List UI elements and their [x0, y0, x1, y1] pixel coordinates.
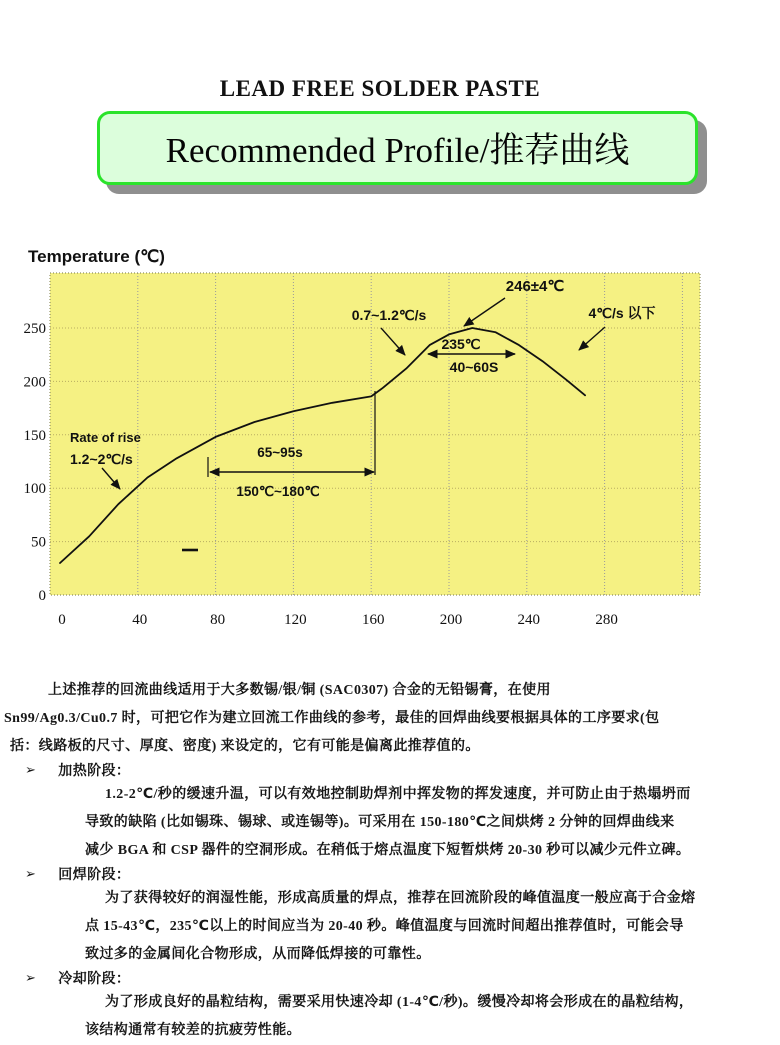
- y-tick-label: 250: [23, 321, 46, 337]
- reflow-profile-chart: [8, 205, 765, 660]
- x-tick-label: 120: [284, 612, 307, 628]
- cooling-line: 该结构通常有较差的抗疲劳性能。: [85, 1023, 301, 1038]
- y-axis-title: Temperature (℃): [28, 247, 165, 266]
- y-tick-label: 200: [23, 374, 46, 391]
- rise-caption-label: Rate of rise: [70, 430, 141, 445]
- peak-temp-label: 246±4℃: [505, 278, 565, 295]
- bullet-arrow-icon: ➢: [25, 866, 37, 881]
- soak-temp-label: 150℃~180℃: [236, 484, 320, 499]
- heating-line: 1.2-2℃/秒的缓速升温，可以有效地控制助焊剂中挥发物的挥发速度，并可防止由于热塌坍而: [105, 787, 691, 802]
- rise-rate-label: 1.2~2℃/s: [70, 451, 133, 467]
- y-tick-label: 50: [31, 534, 46, 551]
- cooling-line: 为了形成良好的晶粒结构，需要采用快速冷却 (1-4℃/秒)。缓慢冷却将会形成在的晶粒结构，: [105, 995, 694, 1010]
- reflow-temp-label: 235℃: [441, 336, 481, 352]
- bullet-label: 回焊阶段：: [58, 868, 131, 883]
- reflow-line: 点 15-43℃，235℃以上的时间应当为 20-40 秒。峰值温度与回流时间超出推荐值时，可能会导: [85, 919, 684, 934]
- bullet-arrow-icon: ➢: [25, 970, 37, 985]
- y-tick-label: 100: [23, 481, 46, 498]
- banner-text: Recommended Profile/推荐曲线: [165, 131, 630, 170]
- heating-line: 减少 BGA 和 CSP 器件的空洞形成。在稍低于熔点温度下短暂烘烤 20-30 秒可以减少元件立碑。: [85, 843, 691, 858]
- bullet-label: 冷却阶段：: [58, 972, 131, 987]
- reflow-time-label: 40~60S: [449, 359, 499, 375]
- bullet-reflow: [0, 865, 772, 885]
- intro-line: 括：线路板的尺寸、厚度、密度) 来设定的，它有可能是偏离此推荐值的。: [10, 739, 480, 754]
- intro-line: Sn99/Ag0.3/Cu0.7 时，可把它作为建立回流工作曲线的参考，最佳的回焊曲线要根据具体的工序要求(包: [4, 711, 660, 726]
- soak-time-label: 65~95s: [257, 445, 303, 460]
- reflow-profile-svg: [8, 205, 765, 660]
- x-tick-label: 200: [439, 612, 463, 628]
- x-tick-label: 280: [595, 612, 618, 628]
- recommended-profile-banner: [97, 111, 698, 185]
- y-tick-label: 0: [38, 588, 46, 604]
- cooling-rate-label: 4℃/s 以下: [588, 305, 656, 321]
- bullet-label: 加热阶段：: [58, 764, 131, 779]
- x-tick-label: 40: [132, 612, 148, 628]
- page-title: LEAD FREE SOLDER PASTE: [219, 76, 541, 101]
- bullet-cooling: [0, 969, 772, 989]
- x-tick-label: 160: [361, 612, 385, 628]
- x-tick-label: 80: [210, 612, 226, 628]
- bullet-arrow-icon: ➢: [25, 762, 37, 777]
- x-tick-label: 0: [58, 612, 66, 628]
- notes-section: [0, 677, 772, 1045]
- reflow-line: 致过多的金属间化合物形成，从而降低焊接的可靠性。: [85, 947, 431, 962]
- intro-line: 上述推荐的回流曲线适用于大多数锡/银/铜 (SAC0307) 合金的无铅锡膏，在使用: [48, 683, 551, 698]
- y-tick-label: 150: [23, 427, 46, 444]
- reflow-line: 为了获得较好的润湿性能，形成高质量的焊点，推荐在回流阶段的峰值温度一般应高于合金熔: [105, 891, 696, 906]
- x-tick-label: 240: [517, 612, 541, 628]
- bullet-heating: [0, 761, 772, 781]
- ramp-rate-label: 0.7~1.2℃/s: [351, 307, 427, 323]
- heating-line: 导致的缺陷 (比如锡珠、锡球、或连锡等)。可采用在 150-180℃之间烘烤 2 分钟的回焊曲线来: [85, 815, 675, 830]
